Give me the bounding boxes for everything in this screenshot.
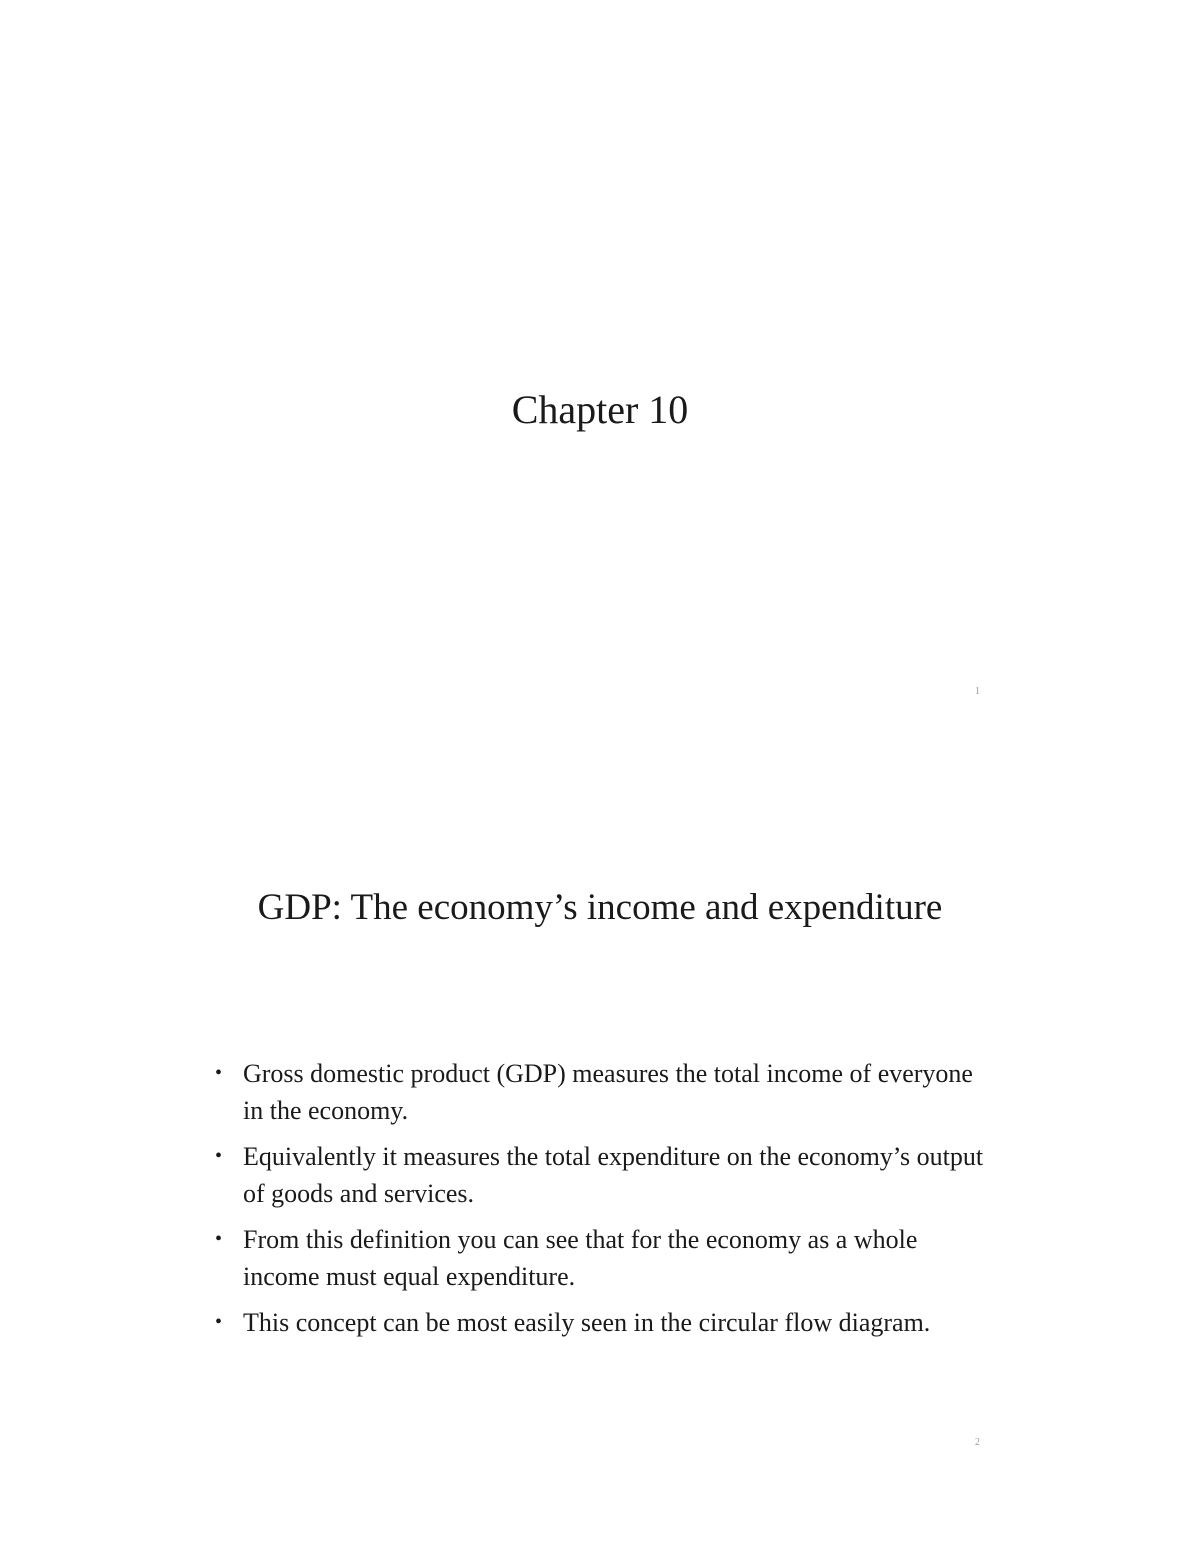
bullet-text: Equivalently it measures the total expenditure on the economy’s output of goods and services. xyxy=(243,1142,984,1208)
bullet-icon: • xyxy=(215,1228,223,1250)
bullet-list xyxy=(215,1055,985,1350)
bullet-text: Gross domestic product (GDP) measures the total income of everyone in the economy. xyxy=(243,1059,973,1125)
bullet-text: This concept can be most easily seen in the circular flow diagram. xyxy=(243,1308,931,1337)
bullet-icon: • xyxy=(215,1062,223,1084)
page-number-1: 1 xyxy=(975,686,980,697)
chapter-title: Chapter 10 xyxy=(511,387,689,432)
list-item xyxy=(215,1304,985,1341)
list-item xyxy=(215,1221,985,1295)
list-item xyxy=(215,1055,985,1129)
bullet-icon: • xyxy=(215,1311,223,1333)
bullet-text: From this definition you can see that for the economy as a whole income must equal expenditure. xyxy=(243,1225,918,1291)
page-number-2: 2 xyxy=(975,1437,980,1448)
section-title: GDP: The economy’s income and expenditure xyxy=(257,887,943,928)
bullet-icon: • xyxy=(215,1145,223,1167)
list-item xyxy=(215,1138,985,1212)
